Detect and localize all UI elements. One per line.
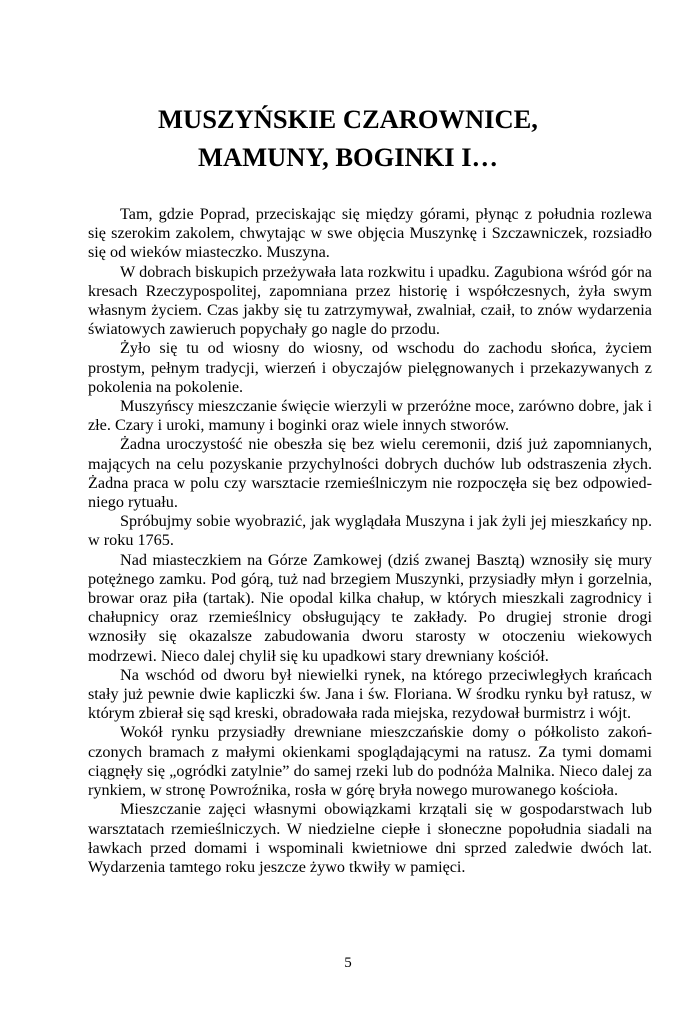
- paragraph: Nad miasteczkiem na Górze Zamkowej (dziś zwanej Basztą) wznosiły się mury potężnego zamku. Pod górą, tuż nad brzegiem Muszynki, przysiadły młyn i gorzelnia, browar oraz piła (tartak). Nie opodal kilka chałup, w których mieszkali zagrodnicy i chałupnicy oraz rzemieślnicy obsługujący te zakłady. Po drugiej stronie drogi wznosiły się okazalsze zabudowania dworu starosty w otoczeniu wiekowych modrzewi. Nieco dalej chylił się ku upadkowi stary drewniany kościół.: [88, 550, 652, 665]
- paragraph: Żyło się tu od wiosny do wiosny, od wschodu do zachodu słońca, życiem prostym, pełnym tradycji, wierzeń i obyczajów pielęgnowanych i przekazywanych z pokolenia na pokolenie.: [88, 339, 652, 396]
- chapter-title-line-2: MAMUNY, BOGINKI I…: [197, 142, 499, 172]
- paragraph: Muszyńscy mieszczanie święcie wierzyli w przeróżne moce, zarówno dobre, jak i złe. Czary i uroki, mamuny i boginki oraz wiele innych stworów.: [88, 397, 652, 435]
- paragraph: Na wschód od dworu był niewielki rynek, na którego przeciwległych krańcach stały już pewnie dwie kapliczki św. Jana i św. Floriana. W środku rynku był ratusz, w którym zbierał się sąd kreski, obradowała rada miejska, rezydował burmistrz i wójt.: [88, 665, 652, 723]
- page-number: 5: [344, 955, 352, 971]
- paragraph: Żadna uroczystość nie obeszła się bez wielu ceremonii, dziś już zapomnianych, mających na celu pozyskanie przychylności dobrych duchów lub odstraszenia złych. Żadna praca w polu czy warsztacie rzemieślniczym nie rozpoczęła się bez odpowied-niego rytuału.: [88, 435, 652, 512]
- chapter-title: [0, 100, 696, 176]
- body-text: [88, 205, 652, 877]
- paragraph: W dobrach biskupich przeżywała lata rozkwitu i upadku. Zagubiona wśród gór na kresach Rzeczypospolitej, zapomniana przez historię i współczesnych, żyła swym własnym życiem. Czas jakby się tu zatrzymywał, zwalniał, czaił, to znów wydarzenia światowych zawieruch popychały go nagle do przodu.: [88, 262, 652, 339]
- paragraph: Spróbujmy sobie wyobrazić, jak wyglądała Muszyna i jak żyli jej mieszkańcy np. w roku 1765.: [88, 512, 652, 550]
- paragraph: Tam, gdzie Poprad, przeciskając się między górami, płynąc z południa rozlewa się szerokim zakolem, chwytając w swe objęcia Muszynkę i Szczawniczek, rozsiadło się od wieków miasteczko. Muszyna.: [88, 205, 652, 262]
- chapter-title-line-1: MUSZYŃSKIE CZAROWNICE,: [158, 104, 538, 134]
- paragraph: Wokół rynku przysiadły drewniane mieszczańskie domy o półkolisto zakoń-czonych bramach z małymi okienkami spoglądającymi na ratusz. Za tymi domami ciągnęły się „ogródki zatylnie” do samej rzeki lub do podnóża Malnika. Nieco dalej za rynkiem, w stronę Powroźnika, rosła w górę bryła nowego murowanego kościoła.: [88, 723, 652, 800]
- paragraph: Mieszczanie zajęci własnymi obowiązkami krzątali się w gospodarstwach lub warsztatach rzemieślniczych. W niedzielne ciepłe i słoneczne popołudnia siadali na ławkach przed domami i wspominali kwietniowe dni sprzed zaledwie dwóch lat. Wydarzenia tamtego roku jeszcze żywo tkwiły w pamięci.: [88, 800, 652, 876]
